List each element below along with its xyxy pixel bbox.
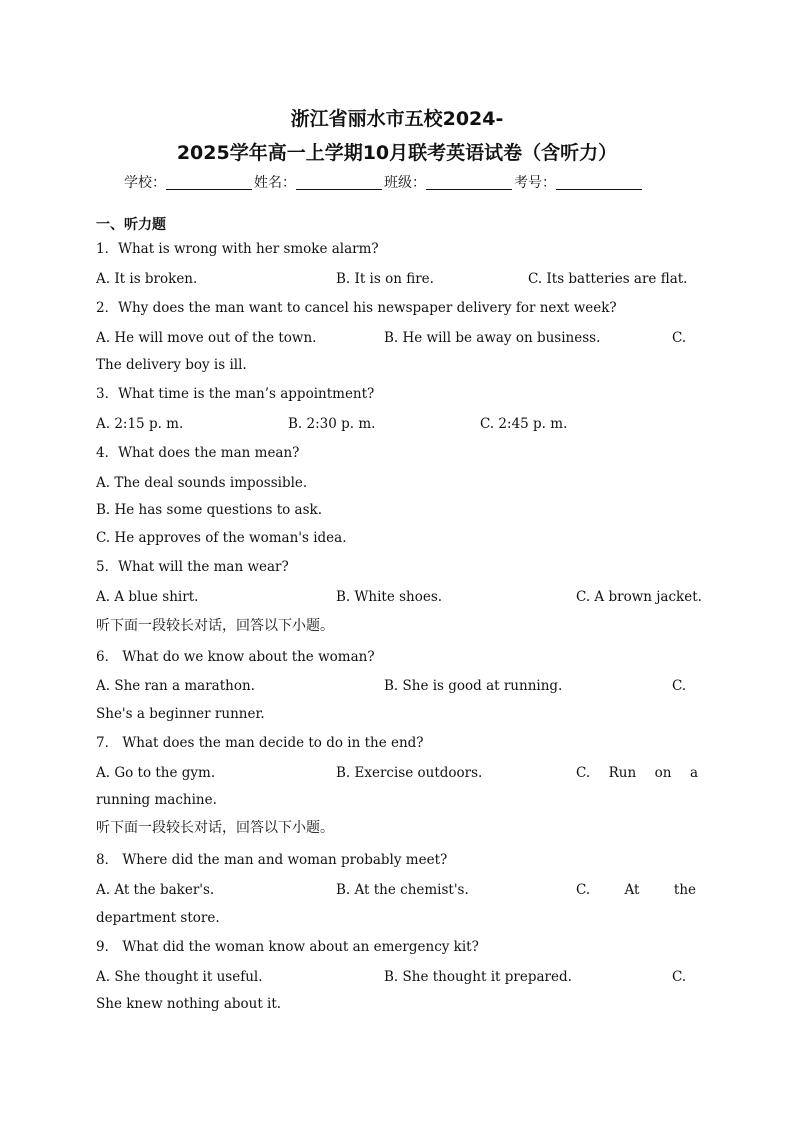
question-5: 5．What will the man wear? — [96, 559, 289, 575]
q1-option-c: C. Its batteries are flat. — [528, 271, 688, 287]
q4-option-b: B. He has some questions to ask. — [96, 502, 322, 518]
instruction-1: 听下面一段较长对话，回答以下小题。 — [96, 618, 334, 634]
q7-option-a: A. Go to the gym. — [96, 765, 216, 781]
number-label: 考号： — [514, 175, 556, 191]
student-info-row — [124, 172, 684, 192]
q8-option-c-text: department store. — [96, 910, 220, 926]
question-4: 4．What does the man mean? — [96, 445, 300, 461]
q5-option-c: C. A brown jacket. — [576, 589, 702, 605]
question-2: 2．Why does the man want to cancel his newspaper delivery for next week? — [96, 300, 617, 316]
question-1: 1．What is wrong with her smoke alarm? — [96, 241, 379, 257]
school-blank[interactable] — [166, 175, 252, 190]
q7-option-c-word: on — [654, 765, 672, 781]
name-label: 姓名： — [254, 175, 296, 191]
q3-option-a: A. 2:15 p. m. — [96, 416, 184, 432]
q4-option-a: A. The deal sounds impossible. — [96, 475, 308, 491]
q8-option-c-word: C. — [576, 882, 591, 898]
class-blank[interactable] — [426, 175, 512, 190]
q2-option-c-text: The delivery boy is ill. — [96, 357, 247, 373]
q9-option-c: C. — [672, 969, 687, 985]
question-8: 8． Where did the man and woman probably meet? — [96, 852, 448, 868]
q7-option-c — [576, 764, 698, 782]
q7-option-c-word: C. — [576, 765, 591, 781]
question-6: 6． What do we know about the woman? — [96, 649, 375, 665]
instruction-2: 听下面一段较长对话，回答以下小题。 — [96, 820, 334, 836]
q2-option-b: B. He will be away on business. — [384, 330, 601, 346]
q1-option-b: B. It is on fire. — [336, 271, 434, 287]
q4-option-c: C. He approves of the woman's idea. — [96, 530, 347, 546]
q6-option-a: A. She ran a marathon. — [96, 678, 255, 694]
number-blank[interactable] — [556, 175, 642, 190]
q8-option-a: A. At the baker's. — [96, 882, 215, 898]
q6-option-c-text: She's a beginner runner. — [96, 706, 265, 722]
q2-option-a: A. He will move out of the town. — [96, 330, 317, 346]
q6-option-c: C. — [672, 678, 687, 694]
q2-option-c: C. — [672, 330, 687, 346]
q1-option-a: A. It is broken. — [96, 271, 198, 287]
section-heading: 一、听力题 — [96, 217, 166, 233]
title-line-2: 2025学年高一上学期10月联考英语试卷（含听力） — [176, 142, 618, 164]
question-9: 9． What did the woman know about an emergency kit? — [96, 939, 479, 955]
q8-option-c-word: the — [673, 882, 696, 898]
q7-option-b: B. Exercise outdoors. — [336, 765, 483, 781]
school-label: 学校： — [124, 175, 166, 191]
q5-option-b: B. White shoes. — [336, 589, 443, 605]
question-3: 3．What time is the man’s appointment? — [96, 386, 375, 402]
q8-option-b: B. At the chemist's. — [336, 882, 469, 898]
q9-option-a: A. She thought it useful. — [96, 969, 263, 985]
title-line-1: 浙江省丽水市五校2024- — [290, 108, 504, 130]
q3-option-b: B. 2:30 p. m. — [288, 416, 376, 432]
q6-option-b: B. She is good at running. — [384, 678, 563, 694]
question-7: 7． What does the man decide to do in the end? — [96, 735, 424, 751]
class-label: 班级： — [384, 175, 426, 191]
q7-option-c-word: a — [689, 765, 698, 781]
name-blank[interactable] — [296, 175, 382, 190]
q7-option-c-word: Run — [608, 765, 637, 781]
q8-option-c-word: At — [624, 882, 640, 898]
q5-option-a: A. A blue shirt. — [96, 589, 199, 605]
q7-option-c-text: running machine. — [96, 792, 217, 808]
q9-option-c-text: She knew nothing about it. — [96, 996, 282, 1012]
q8-option-c — [576, 881, 696, 899]
q9-option-b: B. She thought it prepared. — [384, 969, 572, 985]
q3-option-c: C. 2:45 p. m. — [480, 416, 568, 432]
